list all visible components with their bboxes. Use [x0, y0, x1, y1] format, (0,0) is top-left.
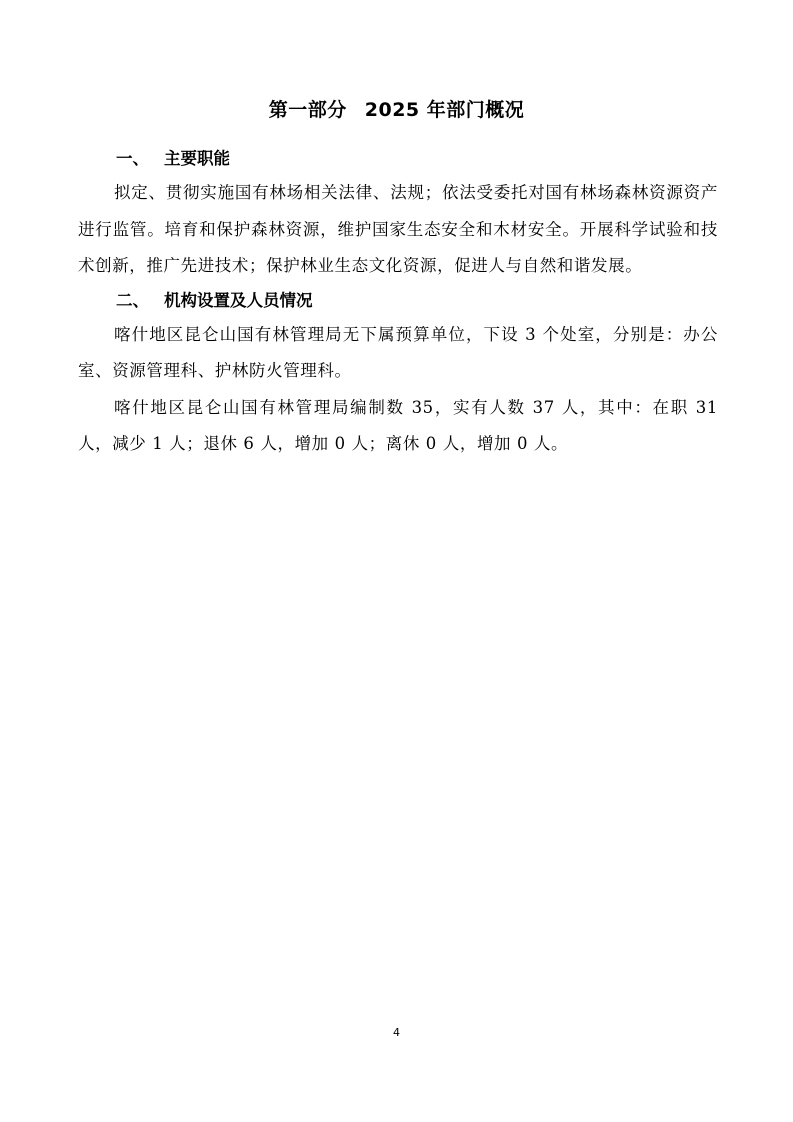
section-heading-text: 机构设置及人员情况 — [164, 290, 313, 310]
title-text: 2025 年部门概况 — [364, 99, 525, 121]
section-main-functions — [78, 145, 718, 285]
document-body — [78, 145, 718, 463]
paragraph: 喀什地区昆仑山国有林管理局无下属预算单位，下设 3 个处室，分别是：办公室、资源管理科、护林防火管理科。 — [78, 324, 718, 380]
section-heading — [78, 287, 718, 317]
title-part-label: 第一部分 — [268, 99, 347, 121]
paragraph: 喀什地区昆仑山国有林管理局编制数 35，实有人数 37 人，其中：在职 31 人，减少 1 人；退休 6 人，增加 0 人；离休 0 人，增加 0 人。 — [78, 397, 718, 453]
section-heading-text: 主要职能 — [164, 149, 230, 168]
section-organization-staffing — [78, 287, 718, 463]
page-number: 4 — [393, 1026, 400, 1039]
section-number: 一、 — [116, 149, 149, 168]
section-number: 二、 — [116, 290, 149, 310]
paragraph: 拟定、贯彻实施国有林场相关法律、法规；依法受委托对国有林场森林资源资产进行监管。培育和保护森林资源，维护国家生态安全和木材安全。开展科学试验和技术创新，推广先进技术；保护林业生态文化资源，促进人与自然和谐发展。 — [78, 183, 718, 275]
page-title — [0, 96, 793, 124]
section-heading — [78, 145, 718, 175]
